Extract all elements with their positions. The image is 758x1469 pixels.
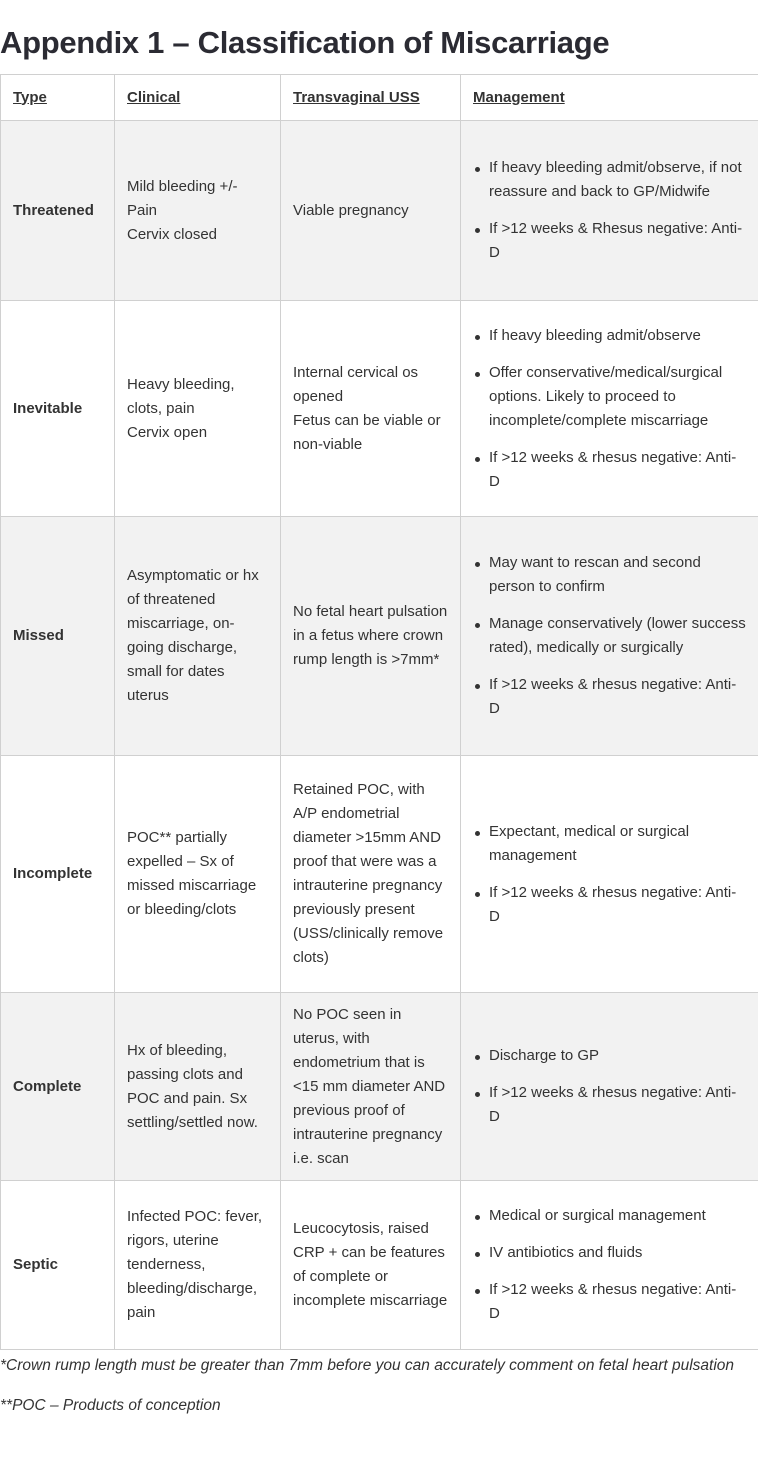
clinical-line: Mild bleeding +/- Pain: [127, 177, 238, 219]
classification-table: [0, 74, 758, 1350]
type-cell: Missed: [1, 517, 115, 756]
type-cell: Complete: [1, 993, 115, 1181]
table-row: [1, 301, 758, 517]
table-row: [1, 993, 758, 1181]
uss-line: Leucocytosis, raised CRP + can be features of complete or incomplete miscarriage: [293, 1220, 448, 1309]
clinical-line: Cervix open: [127, 423, 208, 441]
uss-cell: [281, 1181, 461, 1350]
management-item: May want to rescan and second person to confirm: [489, 551, 746, 599]
management-item: If >12 weeks & rhesus negative: Anti-D: [489, 673, 746, 721]
clinical-cell: [115, 301, 281, 517]
uss-cell: [281, 301, 461, 517]
clinical-line: Asymptomatic or hx of threatened miscarriage, on-going discharge, small for dates uterus: [127, 567, 259, 704]
management-item: Manage conservatively (lower success rated), medically or surgically: [489, 612, 746, 660]
management-cell: [461, 121, 758, 301]
management-item: If >12 weeks & rhesus negative: Anti-D: [489, 1081, 746, 1129]
clinical-line: Hx of bleeding, passing clots and POC and pain. Sx settling/settled now.: [127, 1041, 258, 1131]
clinical-line: POC** partially expelled – Sx of missed miscarriage or bleeding/clots: [127, 829, 257, 918]
uss-line: Internal cervical os opened: [293, 363, 419, 405]
management-list: [473, 820, 746, 929]
management-list: [473, 156, 746, 265]
management-cell: [461, 517, 758, 756]
management-list: [473, 1044, 746, 1129]
type-cell: Inevitable: [1, 301, 115, 517]
clinical-cell: [115, 517, 281, 756]
clinical-line: Cervix closed: [127, 225, 218, 243]
clinical-cell: [115, 993, 281, 1181]
management-cell: [461, 301, 758, 517]
table-row: [1, 756, 758, 993]
uss-line: Viable pregnancy: [293, 201, 409, 219]
clinical-line: Heavy bleeding, clots, pain: [127, 375, 235, 417]
type-cell: Incomplete: [1, 756, 115, 993]
clinical-line: Infected POC: fever, rigors, uterine tenderness, bleeding/discharge, pain: [127, 1208, 263, 1321]
header-row: [1, 75, 758, 121]
uss-line: Retained POC, with A/P endometrial diameter >15mm AND proof that were was a intrauterine pregnancy previously present (USS/clinically remove clots): [293, 781, 444, 966]
management-list: [473, 551, 746, 721]
table-row: [1, 517, 758, 756]
uss-cell: [281, 517, 461, 756]
uss-cell: [281, 756, 461, 993]
uss-line: Fetus can be viable or non-viable: [293, 411, 441, 453]
column-header-management: Management: [461, 75, 758, 121]
management-item: Expectant, medical or surgical management: [489, 820, 746, 868]
uss-line: No POC seen in uterus, with endometrium that is <15 mm diameter AND previous proof of intrauterine pregnancy i.e. scan: [293, 1005, 446, 1167]
uss-cell: [281, 993, 461, 1181]
management-item: If >12 weeks & rhesus negative: Anti-D: [489, 1278, 746, 1326]
column-header-uss: Transvaginal USS: [281, 75, 461, 121]
management-item: If >12 weeks & rhesus negative: Anti-D: [489, 881, 746, 929]
management-item: IV antibiotics and fluids: [489, 1241, 746, 1265]
management-list: [473, 1204, 746, 1326]
footnote-poc: **POC – Products of conception: [0, 1397, 221, 1414]
table-row: [1, 121, 758, 301]
type-cell: Threatened: [1, 121, 115, 301]
column-header-clinical: Clinical: [115, 75, 281, 121]
footnote-crown-rump: *Crown rump length must be greater than 7mm before you can accurately comment on fetal heart pulsation: [0, 1357, 735, 1374]
management-item: If heavy bleeding admit/observe, if not reassure and back to GP/Midwife: [489, 156, 746, 204]
management-list: [473, 324, 746, 494]
management-cell: [461, 1181, 758, 1350]
management-cell: [461, 993, 758, 1181]
management-item: If heavy bleeding admit/observe: [489, 324, 746, 348]
uss-line: No fetal heart pulsation in a fetus where crown rump length is >7mm*: [293, 603, 448, 668]
management-item: Offer conservative/medical/surgical options. Likely to proceed to incomplete/complete miscarriage: [489, 361, 746, 433]
column-header-type: Type: [1, 75, 115, 121]
uss-cell: [281, 121, 461, 301]
table-row: [1, 1181, 758, 1350]
page-title: Appendix 1 – Classification of Miscarriage: [0, 25, 610, 60]
management-item: If >12 weeks & Rhesus negative: Anti-D: [489, 217, 746, 265]
management-cell: [461, 756, 758, 993]
management-item: If >12 weeks & rhesus negative: Anti-D: [489, 446, 746, 494]
clinical-cell: [115, 756, 281, 993]
clinical-cell: [115, 1181, 281, 1350]
type-cell: Septic: [1, 1181, 115, 1350]
management-item: Discharge to GP: [489, 1044, 746, 1068]
management-item: Medical or surgical management: [489, 1204, 746, 1228]
clinical-cell: [115, 121, 281, 301]
